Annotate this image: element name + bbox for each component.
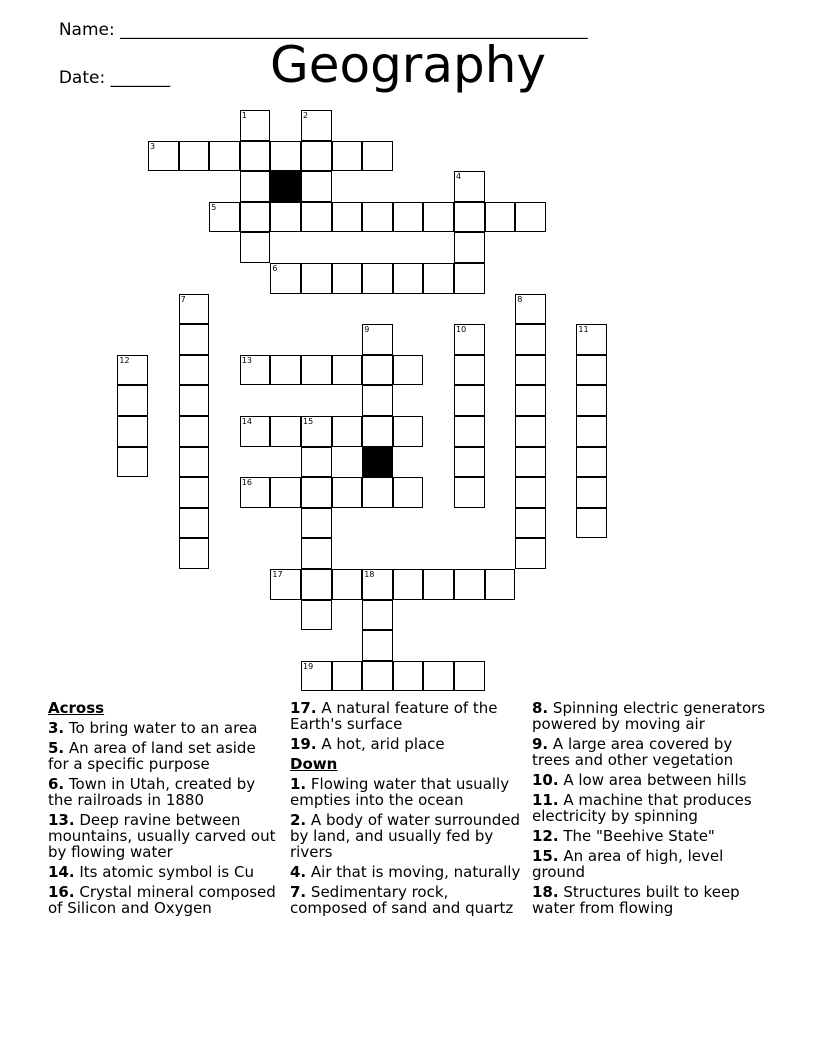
grid-cell[interactable] xyxy=(332,141,363,172)
page-title: Geography xyxy=(269,36,547,94)
clue-across-17: 17. A natural feature of the Earth's surface xyxy=(290,699,498,733)
grid-cell[interactable] xyxy=(576,508,607,539)
clue-number: 11 xyxy=(578,325,589,335)
grid-cell[interactable] xyxy=(393,416,424,447)
clue-number: 14 xyxy=(241,417,252,426)
clue-across-16: 16. Crystal mineral composed of Silicon and Oxygen xyxy=(48,883,276,917)
clue-across-5: 5. An area of land set aside for a specific purpose xyxy=(48,739,256,773)
grid-cell[interactable] xyxy=(270,263,301,294)
grid-cell[interactable] xyxy=(209,141,240,172)
grid-cell[interactable] xyxy=(393,569,424,600)
clue-down-15: 15. An area of high, level ground xyxy=(532,847,724,881)
black-cell xyxy=(270,171,301,202)
grid-cell[interactable] xyxy=(515,477,546,508)
grid-cell[interactable] xyxy=(454,477,485,508)
grid-cell[interactable] xyxy=(332,263,363,294)
grid-cell[interactable] xyxy=(362,630,393,661)
clue-down-2: 2. A body of water surrounded by land, and usually fed by rivers xyxy=(290,811,521,861)
grid-cell[interactable] xyxy=(423,569,454,600)
clue-number: 3 xyxy=(150,141,156,151)
grid-cell[interactable] xyxy=(454,661,485,692)
grid-cell[interactable] xyxy=(454,355,485,386)
clue-number: 6 xyxy=(272,264,278,273)
grid-cell[interactable] xyxy=(362,355,393,386)
clue-across-3: 3. To bring water to an area xyxy=(48,719,258,737)
grid-cell[interactable] xyxy=(393,355,424,386)
grid-cell[interactable] xyxy=(362,416,393,447)
grid-cell[interactable] xyxy=(270,569,301,600)
clue-number: 17 xyxy=(272,570,283,579)
clue-number: 4 xyxy=(456,172,462,182)
grid-cell[interactable] xyxy=(576,416,607,447)
grid-cell[interactable] xyxy=(515,508,546,539)
grid-cell[interactable] xyxy=(515,202,546,233)
grid-cell[interactable] xyxy=(454,385,485,416)
grid-cell[interactable] xyxy=(332,416,363,447)
grid-cell[interactable] xyxy=(423,202,454,233)
grid-cell[interactable] xyxy=(576,447,607,478)
clues-column-3 xyxy=(532,700,772,920)
black-cell xyxy=(362,447,393,478)
grid-cell[interactable] xyxy=(423,263,454,294)
grid-cell[interactable] xyxy=(270,477,301,508)
grid-cell[interactable] xyxy=(240,110,271,141)
clue-down-18: 18. Structures built to keep water from flowing xyxy=(532,883,740,917)
grid-cell[interactable] xyxy=(270,141,301,172)
clue-down-8: 8. Spinning electric generators powered by moving air xyxy=(532,699,766,733)
grid-cell[interactable] xyxy=(362,202,393,233)
grid-cell[interactable] xyxy=(179,324,210,355)
clue-down-10: 10. A low area between hills xyxy=(532,771,747,789)
grid-cell[interactable] xyxy=(179,538,210,569)
grid-cell[interactable] xyxy=(270,416,301,447)
grid-cell[interactable] xyxy=(179,355,210,386)
grid-cell[interactable] xyxy=(454,202,485,233)
grid-cell[interactable] xyxy=(179,294,210,325)
clue-number: 13 xyxy=(241,355,252,365)
clue-number: 2 xyxy=(303,111,309,120)
grid-cell[interactable] xyxy=(301,202,332,233)
grid-cell[interactable] xyxy=(576,355,607,386)
grid-cell[interactable] xyxy=(301,477,332,508)
grid-cell[interactable] xyxy=(240,141,271,172)
across-heading: Across xyxy=(48,699,105,717)
grid-cell[interactable] xyxy=(332,661,363,692)
grid-cell[interactable] xyxy=(362,324,393,355)
grid-cell[interactable] xyxy=(515,294,546,325)
clues-column-1 xyxy=(48,700,280,920)
grid-cell[interactable] xyxy=(362,477,393,508)
grid-cell[interactable] xyxy=(362,141,393,172)
clues-column-2 xyxy=(290,700,526,920)
grid-cell[interactable] xyxy=(240,355,271,386)
grid-cell[interactable] xyxy=(117,355,148,386)
grid-cell[interactable] xyxy=(270,355,301,386)
clue-number: 9 xyxy=(364,325,370,335)
grid-cell[interactable] xyxy=(362,661,393,692)
grid-cell[interactable] xyxy=(117,416,148,447)
grid-cell[interactable] xyxy=(362,385,393,416)
clue-number: 12 xyxy=(119,355,130,365)
grid-cell[interactable] xyxy=(393,202,424,233)
grid-cell[interactable] xyxy=(117,385,148,416)
grid-cell[interactable] xyxy=(332,569,363,600)
clue-down-4: 4. Air that is moving, naturally xyxy=(290,863,521,881)
grid-cell[interactable] xyxy=(332,477,363,508)
grid-cell[interactable] xyxy=(148,141,179,172)
grid-cell[interactable] xyxy=(362,263,393,294)
grid-cell[interactable] xyxy=(301,600,332,631)
grid-cell[interactable] xyxy=(179,508,210,539)
grid-cell[interactable] xyxy=(240,477,271,508)
grid-cell[interactable] xyxy=(393,661,424,692)
grid-cell[interactable] xyxy=(301,416,332,447)
grid-cell[interactable] xyxy=(179,141,210,172)
grid-cell[interactable] xyxy=(301,171,332,202)
grid-cell[interactable] xyxy=(301,569,332,600)
clue-number: 1 xyxy=(241,111,247,120)
grid-cell[interactable] xyxy=(576,477,607,508)
grid-cell[interactable] xyxy=(515,324,546,355)
grid-cell[interactable] xyxy=(454,263,485,294)
clue-down-11: 11. A machine that produces electricity by spinning xyxy=(532,791,752,825)
grid-cell[interactable] xyxy=(332,355,363,386)
grid-cell[interactable] xyxy=(576,324,607,355)
clue-number: 15 xyxy=(303,417,314,426)
grid-cell[interactable] xyxy=(301,538,332,569)
grid-cell[interactable] xyxy=(454,447,485,478)
grid-cell[interactable] xyxy=(240,202,271,233)
grid-cell[interactable] xyxy=(301,355,332,386)
grid-cell[interactable] xyxy=(362,569,393,600)
grid-cell[interactable] xyxy=(301,447,332,478)
clue-number: 16 xyxy=(241,478,252,488)
grid-cell[interactable] xyxy=(515,385,546,416)
grid-cell[interactable] xyxy=(301,263,332,294)
grid-cell[interactable] xyxy=(454,324,485,355)
grid-cell[interactable] xyxy=(515,447,546,478)
name-field[interactable]: Name: _______________________________________________________ xyxy=(58,20,588,40)
clue-number: 7 xyxy=(180,294,186,304)
grid-cell[interactable] xyxy=(209,202,240,233)
grid-cell[interactable] xyxy=(240,232,271,263)
grid-cell[interactable] xyxy=(454,569,485,600)
grid-cell[interactable] xyxy=(423,661,454,692)
grid-cell[interactable] xyxy=(485,202,516,233)
clue-across-14: 14. Its atomic symbol is Cu xyxy=(48,863,254,881)
clue-number: 8 xyxy=(517,294,523,304)
clue-down-1: 1. Flowing water that usually empties into the ocean xyxy=(290,775,510,809)
clue-across-6: 6. Town in Utah, created by the railroads in 1880 xyxy=(48,775,256,809)
grid-cell[interactable] xyxy=(515,538,546,569)
grid-cell[interactable] xyxy=(515,355,546,386)
grid-cell[interactable] xyxy=(301,661,332,692)
grid-cell[interactable] xyxy=(117,447,148,478)
clue-across-19: 19. A hot, arid place xyxy=(290,735,445,753)
date-field[interactable]: Date: _______ xyxy=(58,68,171,88)
grid-cell[interactable] xyxy=(240,171,271,202)
grid-cell[interactable] xyxy=(576,385,607,416)
clue-number: 5 xyxy=(211,202,217,212)
grid-cell[interactable] xyxy=(179,416,210,447)
grid-cell[interactable] xyxy=(454,416,485,447)
grid-cell[interactable] xyxy=(270,202,301,233)
grid-cell[interactable] xyxy=(179,477,210,508)
grid-cell[interactable] xyxy=(240,416,271,447)
clue-number: 19 xyxy=(303,661,314,671)
grid-cell[interactable] xyxy=(393,263,424,294)
clue-down-9: 9. A large area covered by trees and other vegetation xyxy=(532,735,734,769)
grid-cell[interactable] xyxy=(485,569,516,600)
down-heading: Down xyxy=(290,755,338,773)
grid-cell[interactable] xyxy=(454,232,485,263)
grid-cell[interactable] xyxy=(301,141,332,172)
grid-cell[interactable] xyxy=(362,600,393,631)
grid-cell[interactable] xyxy=(515,416,546,447)
grid-cell[interactable] xyxy=(332,202,363,233)
grid-cell[interactable] xyxy=(301,508,332,539)
clue-down-12: 12. The "Beehive State" xyxy=(532,827,715,845)
grid-cell[interactable] xyxy=(454,171,485,202)
grid-cell[interactable] xyxy=(393,477,424,508)
clue-down-7: 7. Sedimentary rock, composed of sand and quartz xyxy=(290,883,514,917)
clue-number: 18 xyxy=(364,570,375,579)
grid-cell[interactable] xyxy=(179,385,210,416)
clue-across-13: 13. Deep ravine between mountains, usually carved out by flowing water xyxy=(48,811,276,861)
grid-cell[interactable] xyxy=(301,110,332,141)
grid-cell[interactable] xyxy=(179,447,210,478)
clue-number: 10 xyxy=(456,325,467,335)
